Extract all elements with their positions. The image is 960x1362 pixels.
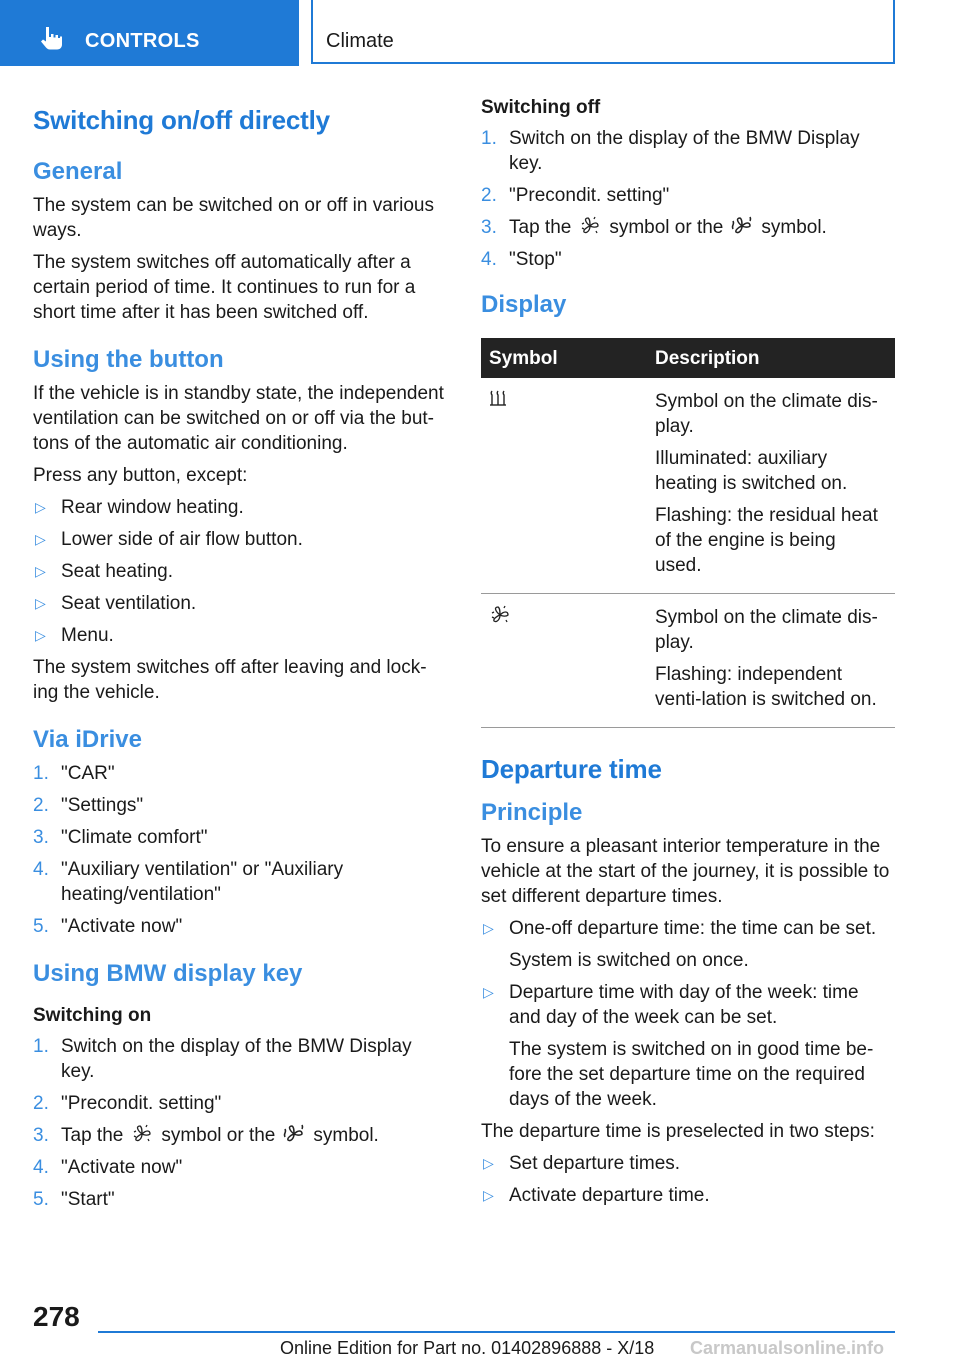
button-paragraph-2: Press any button, except: bbox=[33, 465, 248, 486]
step-item: 4. "Stop" bbox=[481, 249, 562, 270]
steps-list bbox=[481, 1151, 895, 1208]
display-key-heading: Using BMW display key bbox=[33, 960, 303, 987]
triangle-bullet-icon: ▷ bbox=[35, 563, 46, 579]
triangle-bullet-icon: ▷ bbox=[35, 531, 46, 547]
step-item: 2. "Precondit. setting" bbox=[33, 1093, 222, 1114]
button-paragraph-1: If the vehicle is in standby state, the independent ventilation can be switched on or off via the but‐tons of the automatic air conditioning. bbox=[33, 383, 444, 454]
general-heading: General bbox=[33, 158, 123, 185]
departure-options-list bbox=[481, 916, 895, 1112]
departure-title: Departure time bbox=[481, 754, 662, 784]
switching-on-steps bbox=[33, 1034, 448, 1212]
step-item: 3. Tap the symbol or the symbol. bbox=[481, 217, 827, 238]
steps-paragraph: The departure time is preselected in two steps: bbox=[481, 1121, 875, 1142]
triangle-bullet-icon: ▷ bbox=[35, 595, 46, 611]
step-item: 2. "Settings" bbox=[33, 795, 144, 816]
step-item: 3. "Climate comfort" bbox=[33, 827, 208, 848]
display-heading: Display bbox=[481, 291, 567, 318]
switching-off-heading: Switching off bbox=[481, 97, 601, 118]
heating-fan-icon bbox=[731, 216, 753, 236]
triangle-bullet-icon: ▷ bbox=[483, 1155, 494, 1171]
table-header-symbol: Symbol bbox=[481, 338, 647, 378]
heat-waves-icon bbox=[489, 389, 507, 407]
ventilation-fan-icon bbox=[489, 605, 511, 625]
edition-text: Online Edition for Part no. 01402896888 - X/18 bbox=[280, 1338, 655, 1358]
ventilation-fan-icon bbox=[131, 1124, 153, 1144]
triangle-bullet-icon: ▷ bbox=[35, 627, 46, 643]
list-item: ▷ Seat ventilation. bbox=[35, 593, 197, 614]
ventilation-fan-icon bbox=[579, 216, 601, 236]
table-header-description: Description bbox=[647, 338, 895, 378]
row-text: Flashing: independent venti‐lation is switched on. bbox=[655, 664, 877, 710]
watermark: Carmanualsonline.info bbox=[690, 1338, 885, 1358]
principle-heading: Principle bbox=[481, 799, 583, 826]
list-item: ▷ One-off departure time: the time can be set. System is switched on once. bbox=[483, 918, 877, 971]
right-column bbox=[481, 95, 895, 1215]
step-item: 2. "Precondit. setting" bbox=[481, 185, 670, 206]
button-exceptions-list bbox=[33, 495, 448, 648]
hand-pointer-icon bbox=[38, 24, 64, 50]
idrive-heading: Via iDrive bbox=[33, 726, 142, 753]
triangle-bullet-icon: ▷ bbox=[483, 984, 494, 1000]
list-item: ▷ Seat heating. bbox=[35, 561, 173, 582]
step-item: 1. "CAR" bbox=[33, 763, 115, 784]
triangle-bullet-icon: ▷ bbox=[35, 499, 46, 515]
chapter-title-box bbox=[311, 0, 895, 64]
table-row bbox=[481, 594, 895, 728]
step-item: 1. Switch on the display of the BMW Display key. bbox=[481, 128, 860, 174]
list-item: ▷ Lower side of air flow button. bbox=[35, 529, 303, 550]
symbol-table bbox=[481, 338, 895, 728]
list-item: ▷ Menu. bbox=[35, 625, 114, 646]
step-item: 3. Tap the symbol or the symbol. bbox=[33, 1125, 379, 1146]
step-item: 4. "Activate now" bbox=[33, 1157, 183, 1178]
idrive-steps bbox=[33, 761, 448, 939]
step-item: 1. Switch on the display of the BMW Display key. bbox=[33, 1036, 412, 1082]
general-paragraph-2: The system switches off automatically after a certain period of time. It continues to run for a short time after it has been switched off. bbox=[33, 252, 416, 323]
page-number: 278 bbox=[33, 1301, 80, 1332]
row-text: Illuminated: auxiliary heating is switched on. bbox=[655, 448, 848, 494]
triangle-bullet-icon: ▷ bbox=[483, 1187, 494, 1203]
switching-off-steps bbox=[481, 126, 895, 272]
list-item: ▷ Departure time with day of the week: time and day of the week can be set. The system is switched on in good time be‐fore the set departure time on the required days of the week. bbox=[483, 982, 874, 1110]
row-text: Symbol on the climate dis‐play. bbox=[655, 607, 878, 653]
row-text: Symbol on the climate dis‐play. bbox=[655, 391, 878, 437]
triangle-bullet-icon: ▷ bbox=[483, 920, 494, 936]
footer-divider bbox=[98, 1331, 895, 1333]
section-label: CONTROLS bbox=[85, 30, 200, 52]
step-item: 4. "Auxiliary ventilation" or "Auxiliary heating/ventilation" bbox=[33, 859, 344, 905]
button-paragraph-3: The system switches off after leaving and lock‐ing the vehicle. bbox=[33, 657, 427, 703]
list-item: ▷ Rear window heating. bbox=[35, 497, 244, 518]
general-paragraph-1: The system can be switched on or off in various ways. bbox=[33, 195, 434, 241]
left-column bbox=[33, 95, 448, 1219]
switching-on-heading: Switching on bbox=[33, 1005, 152, 1026]
button-heading: Using the button bbox=[33, 346, 224, 373]
page-title: Switching on/off directly bbox=[33, 105, 330, 135]
step-item: 5. "Activate now" bbox=[33, 916, 183, 937]
list-item: ▷ Activate departure time. bbox=[483, 1185, 710, 1206]
list-item: ▷ Set departure times. bbox=[483, 1153, 681, 1174]
row-text: Flashing: the residual heat of the engine is being used. bbox=[655, 505, 878, 576]
table-row bbox=[481, 378, 895, 594]
section-tab bbox=[0, 0, 299, 66]
chapter-title: Climate bbox=[326, 30, 394, 52]
heating-fan-icon bbox=[283, 1124, 305, 1144]
step-item: 5. "Start" bbox=[33, 1189, 115, 1210]
principle-paragraph: To ensure a pleasant interior temperature in the vehicle at the start of the journey, it is possible to set different departure times. bbox=[481, 836, 890, 907]
